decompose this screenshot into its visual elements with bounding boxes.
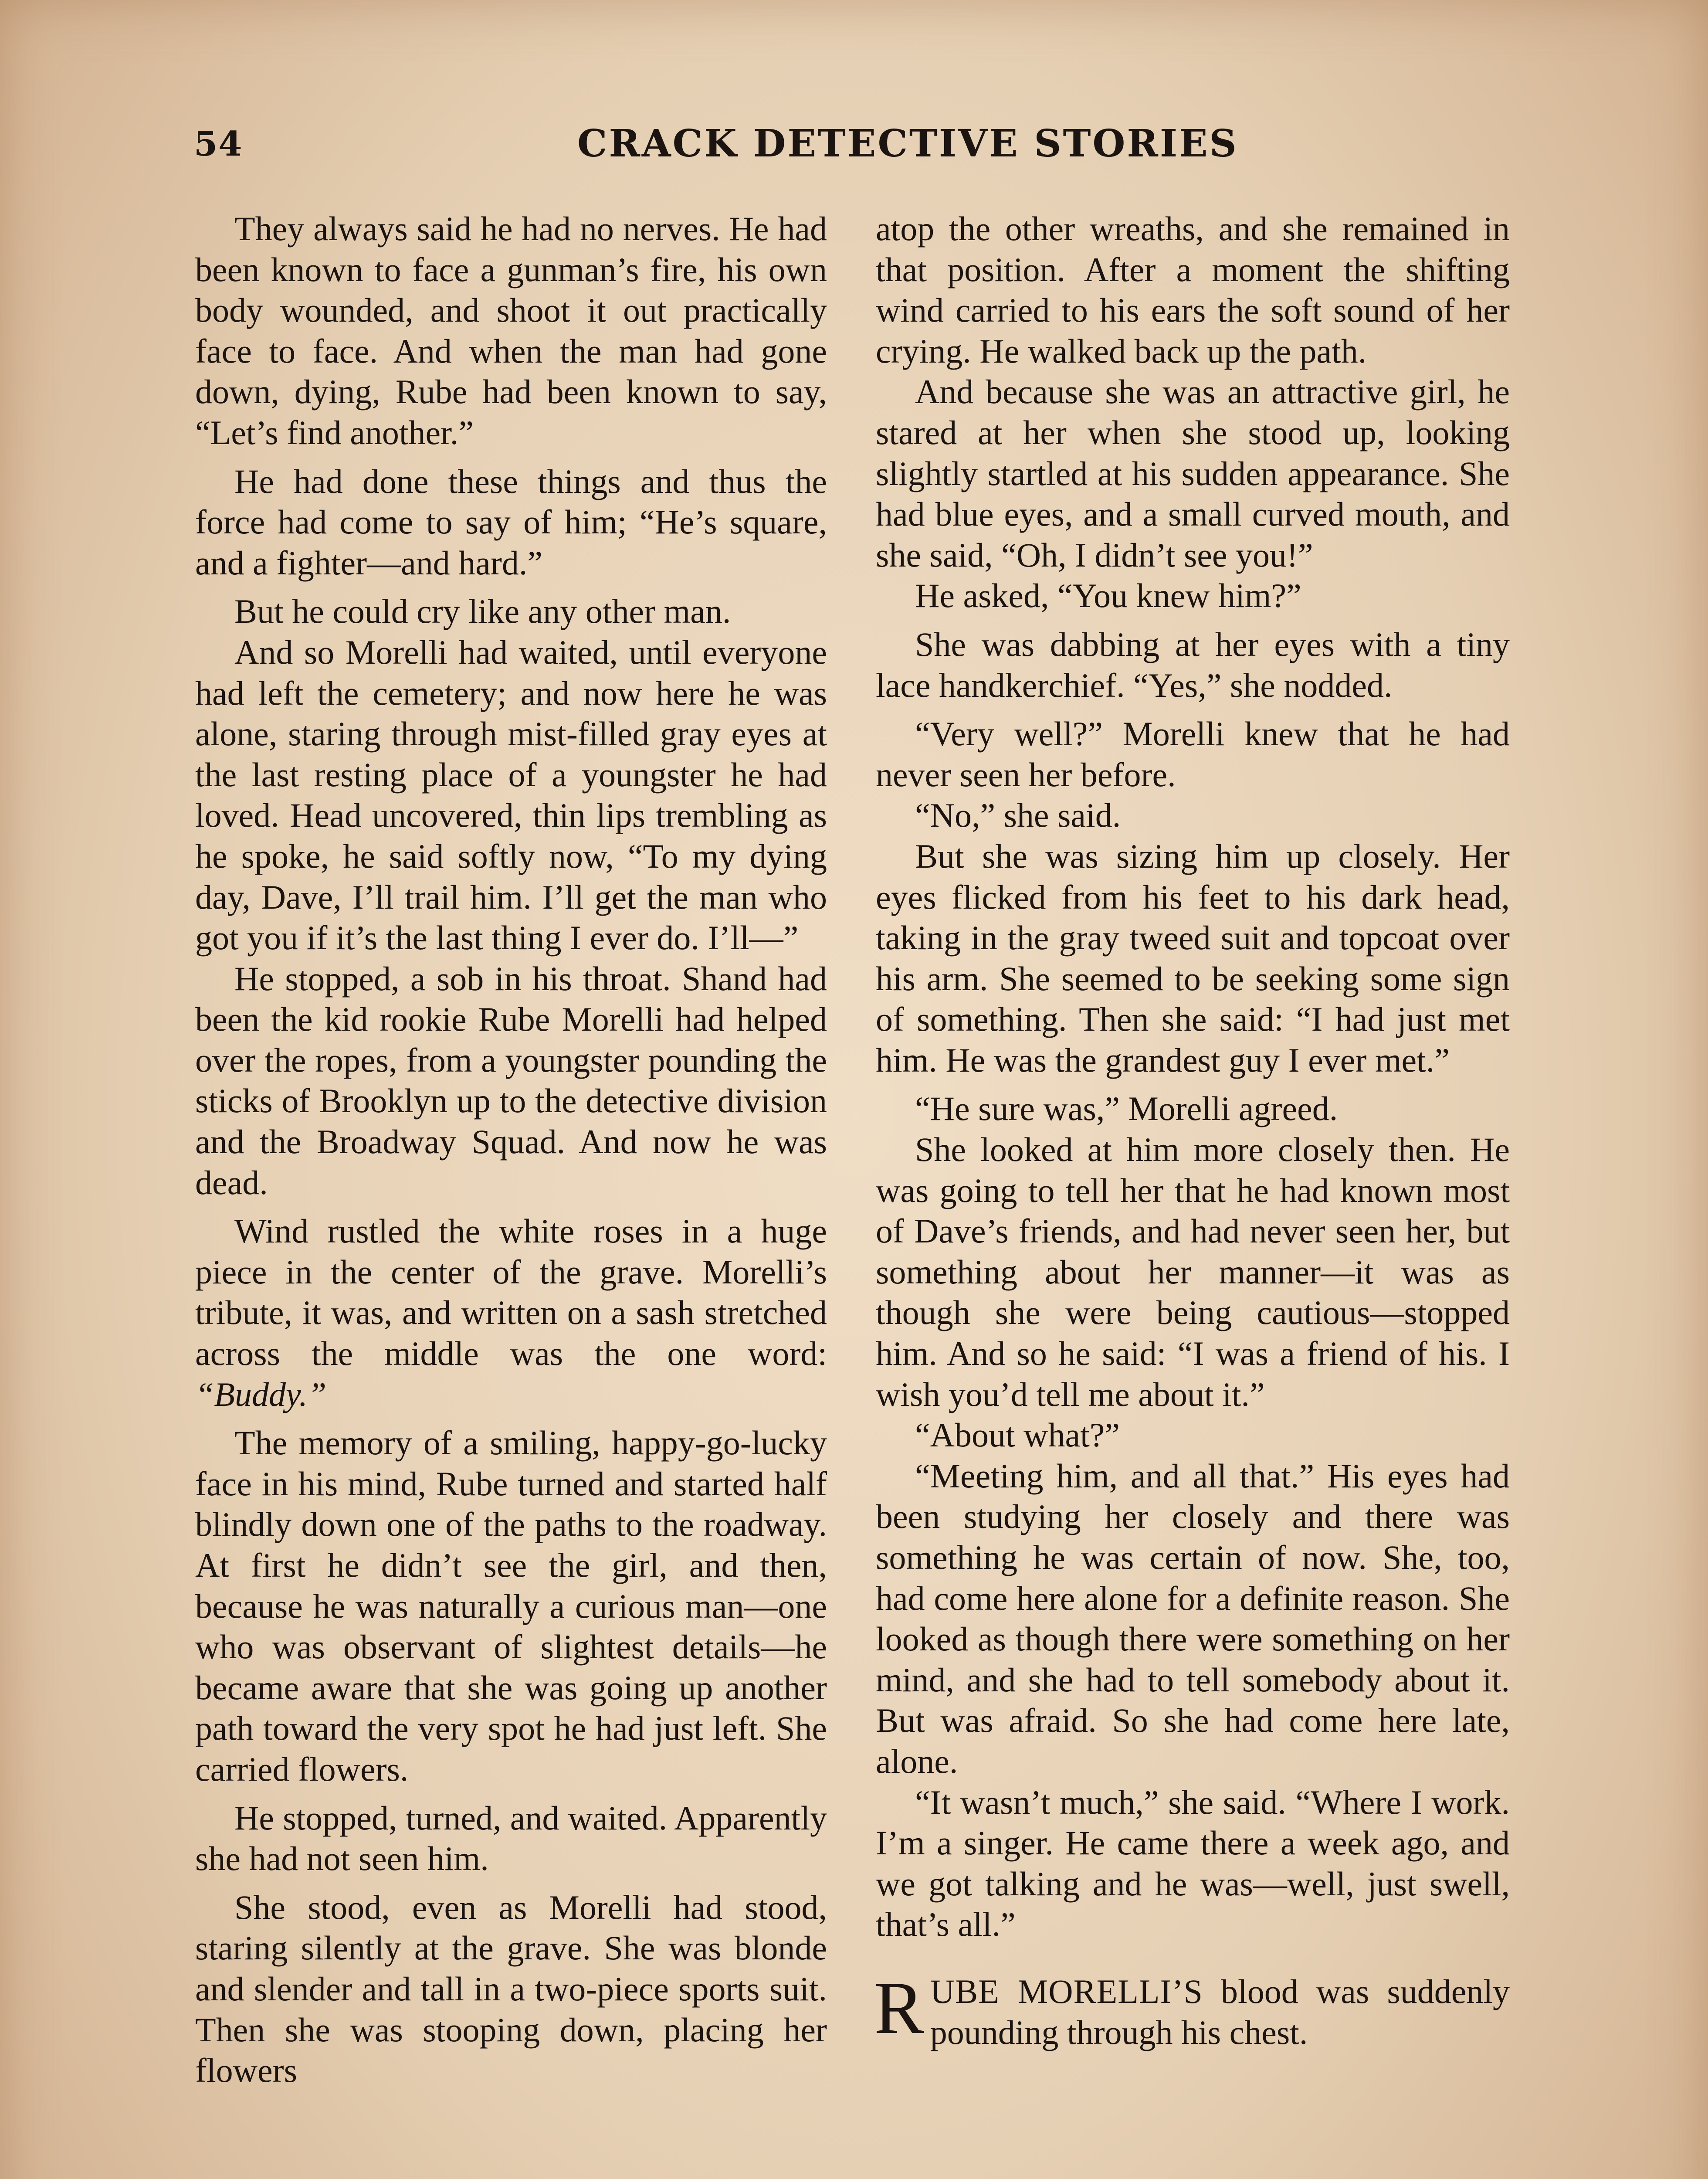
paragraph-text: blood was suddenly pounding through his chest. xyxy=(930,1972,1510,2051)
drop-cap-letter: R xyxy=(874,1966,924,2050)
right-column xyxy=(876,208,1510,2053)
paragraph: He stopped, a sob in his throat. Shand had been the kid rookie Rube Morelli had helped over the ropes, from a youngster pounding the sticks of Brooklyn up to the detective division and the Broadway Squad. And now he was dead. xyxy=(195,959,827,1202)
paragraph: She was dabbing at her eyes with a tiny lace handkerchief. “Yes,” she nodded. xyxy=(876,625,1510,704)
page-number: 54 xyxy=(194,124,243,164)
paragraph: And so Morelli had waited, until everyone had left the cemetery; and now here he was alone, staring through mist-filled gray eyes at the last resting place of a youngster he had loved. Head uncovered, thin lips trembling as he spoke, he said softly now, “To my dying day, Dave, I’ll trail him. I’ll get the man who got you if it’s the last thing I ever do. I’ll—” xyxy=(195,633,827,957)
left-column xyxy=(195,208,827,2091)
paragraph: He stopped, turned, and waited. Apparently she had not seen him. xyxy=(195,1799,827,1878)
small-caps-name: UBE MORELLI’S xyxy=(930,1972,1203,2010)
paragraph: But she was sizing him up closely. Her eyes flicked from his feet to his dark head, taking in the gray tweed suit and topcoat over his arm. She seemed to be seeking some sign of something. Then she said: “I had just met him. He was the grandest guy I ever met.” xyxy=(876,837,1510,1079)
paragraph: They always said he had no nerves. He had been known to face a gunman’s fire, his own body wounded, and shoot it out practically face to face. And when the man had gone down, dying, Rube had been known to say, “Let’s find another.” xyxy=(195,210,827,451)
drop-cap-paragraph xyxy=(874,1966,1510,2053)
paragraph: She looked at him more closely then. He was going to tell her that he had known most of Dave’s friends, and had never seen her, but something about her manner—it was as though she were being cautious—stopped him. And so he said: “I was a friend of his. I wish you’d tell me about it.” xyxy=(876,1130,1510,1413)
paragraph: The memory of a smiling, happy-go-lucky face in his mind, Rube turned and started half blindly down one of the paths to the roadway. At first he didn’t see the girl, and then, because he was naturally a curious man—one who was observant of slightest details—he became aware that she was going up another path toward the very spot he had just left. She carried flowers. xyxy=(195,1424,827,1788)
paragraph: “No,” she said. xyxy=(915,796,1121,835)
buddy-word: “Buddy.” xyxy=(195,1375,327,1413)
paragraph: “It wasn’t much,” she said. “Where I work. I’m a singer. He came there a week ago, and we got talking and he was—well, just swell, that’s all.” xyxy=(876,1783,1510,1944)
paragraph: “Very well?” Morelli knew that he had never seen her before. xyxy=(876,715,1510,794)
page-header xyxy=(194,124,1514,176)
paragraph-with-buddy xyxy=(195,1211,827,1415)
paragraph: “Meeting him, and all that.” His eyes had been studying her closely and there was something he was certain of now. She, too, had come here alone for a definite reason. She looked as though there were something on her mind, and she had to tell somebody about it. But was afraid. So she had come here late, alone. xyxy=(876,1456,1510,1780)
paragraph: He asked, “You knew him?” xyxy=(915,577,1301,615)
paragraph: He had done these things and thus the force had come to say of him; “He’s square, and a fighter—and hard.” xyxy=(195,462,827,582)
paragraph: She stood, even as Morelli had stood, staring silently at the grave. She was blonde and slender and tall in a two-piece sports suit. Then she was stooping down, placing her flowers xyxy=(195,1888,827,2090)
paragraph: “About what?” xyxy=(915,1416,1120,1454)
running-title: CRACK DETECTIVE STORIES xyxy=(577,122,1238,166)
paragraph: But he could cry like any other man. xyxy=(234,592,731,631)
paragraph: And because she was an attractive girl, he stared at her when she stood up, looking slightly startled at his sudden appearance. She had blue eyes, and a small curved mouth, and she said, “Oh, I didn’t see you!” xyxy=(876,373,1510,574)
paragraph: “He sure was,” Morelli agreed. xyxy=(915,1090,1338,1128)
paragraph-continued: atop the other wreaths, and she remained in that position. After a moment the shifting wind carried to his ears the soft sound of her crying. He walked back up the path. xyxy=(876,210,1510,370)
paragraph-text: Wind rustled the white roses in a huge piece in the center of the grave. Morelli’s tribute, it was, and written on a sash stretched across the middle was the one word: xyxy=(195,1212,827,1373)
